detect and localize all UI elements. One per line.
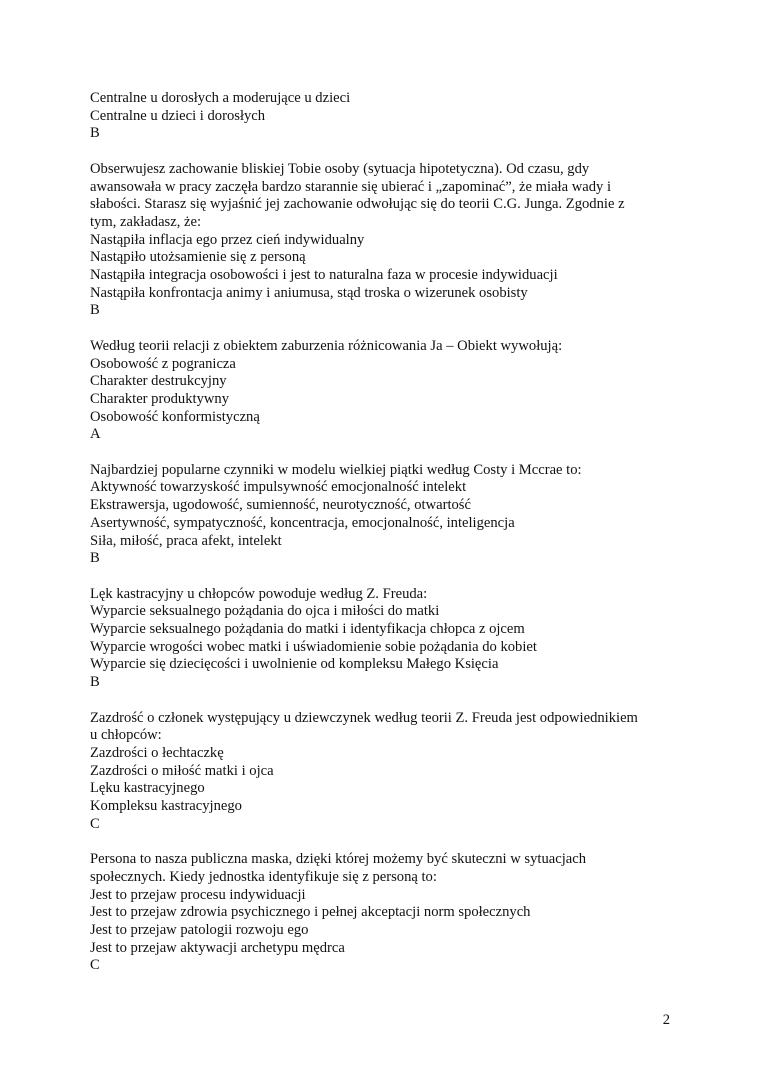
- text-line: Nastąpiła konfrontacja animy i aniumusa, stąd troska o wizerunek osobisty: [90, 284, 528, 301]
- question-block: [90, 851, 670, 975]
- text-line: Siła, miłość, praca afekt, intelekt: [90, 532, 282, 549]
- text-line: Lęku kastracyjnego: [90, 780, 205, 797]
- text-line: Jest to przejaw zdrowia psychicznego i pełnej akceptacji norm społecznych: [90, 904, 531, 921]
- text-line: u chłopców:: [90, 727, 162, 744]
- answer-key: B: [90, 125, 100, 142]
- text-line: Nastąpiła inflacja ego przez cień indywidualny: [90, 231, 365, 248]
- text-line: Persona to nasza publiczna maska, dzięki której możemy być skuteczni w sytuacjach: [90, 851, 587, 868]
- answer-key: B: [90, 674, 100, 691]
- text-line: słabości. Starasz się wyjaśnić jej zachowanie odwołując się do teorii C.G. Junga. Zgodnie z: [90, 196, 625, 213]
- text-line: Wyparcie wrogości wobec matki i uświadomienie sobie pożądania do kobiet: [90, 638, 537, 655]
- text-line: Najbardziej popularne czynniki w modelu wielkiej piątki według Costy i Mccrae to:: [90, 461, 582, 478]
- text-line: Nastąpiło utożsamienie się z personą: [90, 249, 306, 266]
- answer-key: B: [90, 550, 100, 567]
- answer-key: C: [90, 815, 100, 832]
- text-line: Jest to przejaw procesu indywiduacji: [90, 886, 306, 903]
- document-body: [90, 90, 670, 993]
- text-line: Jest to przejaw patologii rozwoju ego: [90, 921, 309, 938]
- text-line: tym, zakładasz, że:: [90, 213, 202, 230]
- text-line: Zazdrość o członek występujący u dziewczynek według teorii Z. Freuda jest odpowiednikiem: [90, 709, 638, 726]
- answer-key: A: [90, 426, 101, 443]
- text-line: Wyparcie seksualnego pożądania do matki i identyfikacja chłopca z ojcem: [90, 621, 525, 638]
- text-line: Lęk kastracyjny u chłopców powoduje według Z. Freuda:: [90, 585, 428, 602]
- text-line: Centralne u dzieci i dorosłych: [90, 107, 266, 124]
- question-block: [90, 710, 670, 834]
- text-line: Jest to przejaw aktywacji archetypu mędrca: [90, 939, 345, 956]
- text-line: Nastąpiła integracja osobowości i jest to naturalna faza w procesie indywiduacji: [90, 267, 558, 284]
- question-block: [90, 462, 670, 568]
- text-line: Zazdrości o miłość matki i ojca: [90, 762, 274, 779]
- text-line: Charakter destrukcyjny: [90, 373, 227, 390]
- question-block: [90, 161, 670, 320]
- question-block: [90, 338, 670, 444]
- text-line: Osobowość z pogranicza: [90, 355, 236, 372]
- text-line: Według teorii relacji z obiektem zaburzenia różnicowania Ja – Obiekt wywołują:: [90, 337, 563, 354]
- question-block: [90, 586, 670, 692]
- text-line: Aktywność towarzyskość impulsywność emocjonalność intelekt: [90, 479, 467, 496]
- text-line: Wyparcie się dziecięcości i uwolnienie od kompleksu Małego Księcia: [90, 656, 499, 673]
- text-line: Osobowość konformistyczną: [90, 408, 260, 425]
- text-line: Ekstrawersja, ugodowość, sumienność, neurotyczność, otwartość: [90, 497, 471, 514]
- text-line: Charakter produktywny: [90, 390, 230, 407]
- text-line: Kompleksu kastracyjnego: [90, 798, 242, 815]
- text-line: Asertywność, sympatyczność, koncentracja, emocjonalność, inteligencja: [90, 514, 515, 531]
- text-line: awansowała w pracy zaczęła bardzo starannie się ubierać i „zapominać”, że miała wady i: [90, 178, 612, 195]
- text-line: Centralne u dorosłych a moderujące u dzieci: [90, 90, 351, 106]
- answer-key: C: [90, 957, 100, 974]
- text-line: Obserwujesz zachowanie bliskiej Tobie osoby (sytuacja hipotetyczna). Od czasu, gdy: [90, 160, 590, 177]
- page-number: 2: [662, 1012, 670, 1028]
- text-line: Wyparcie seksualnego pożądania do ojca i miłości do matki: [90, 603, 440, 620]
- text-line: społecznych. Kiedy jednostka identyfikuje się z personą to:: [90, 868, 437, 885]
- answer-key: B: [90, 302, 100, 319]
- question-block: [90, 90, 670, 143]
- text-line: Zazdrości o łechtaczkę: [90, 744, 224, 761]
